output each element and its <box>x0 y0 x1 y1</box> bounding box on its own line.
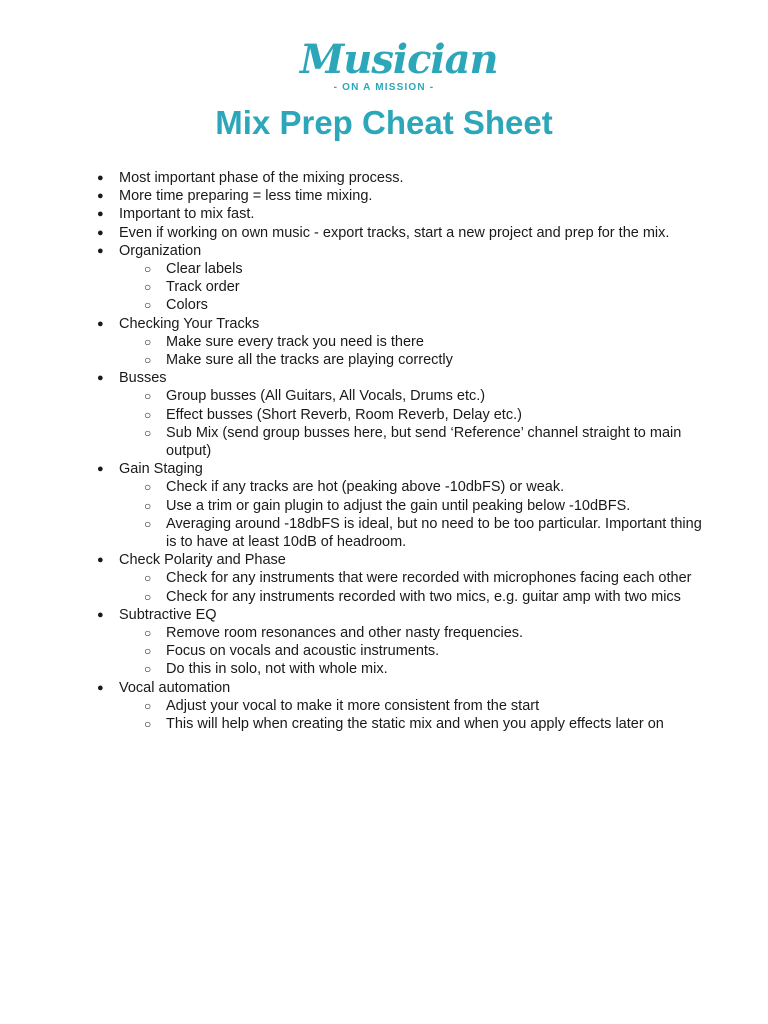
list-item-text: Subtractive EQ <box>119 606 217 623</box>
sub-list-item-text: Colors <box>166 297 208 314</box>
list-item <box>94 187 704 205</box>
hollow-bullet-icon: ○ <box>144 717 152 732</box>
sub-list-item <box>140 424 704 460</box>
sub-list-item <box>140 515 704 551</box>
sub-list-item-text: Remove room resonances and other nasty frequencies. <box>166 625 524 642</box>
sub-list-item-text: Sub Mix (send group busses here, but send ‘Reference’ channel straight to main output) <box>166 424 682 460</box>
sub-list-item <box>140 478 704 496</box>
sub-list-item-text: Group busses (All Guitars, All Vocals, Drums etc.) <box>166 388 486 405</box>
hollow-bullet-icon: ○ <box>144 280 152 295</box>
sub-list-item-text: Use a trim or gain plugin to adjust the gain until peaking below -10dBFS. <box>166 497 631 514</box>
hollow-bullet-icon: ○ <box>144 571 152 586</box>
hollow-bullet-icon: ○ <box>144 516 152 531</box>
sub-list-item-text: Averaging around -18dbFS is ideal, but no need to be too particular. Important thing is to have at least 10dB of headroom. <box>166 515 702 551</box>
sub-list-item-text: Check for any instruments that were recorded with microphones facing each other <box>166 570 692 587</box>
filled-bullet-icon: ● <box>97 172 104 184</box>
list-item-text: Even if working on own music - export tracks, start a new project and prep for the mix. <box>119 224 670 241</box>
sub-list-item <box>140 660 704 678</box>
list-item-text: Important to mix fast. <box>119 206 255 223</box>
sub-list-item-text: This will help when creating the static mix and when you apply effects later on <box>166 716 664 733</box>
sub-list-item-text: Do this in solo, not with whole mix. <box>166 661 388 678</box>
sub-list-item-text: Track order <box>166 279 240 296</box>
hollow-bullet-icon: ○ <box>144 589 152 604</box>
sub-list-item <box>140 624 704 642</box>
hollow-bullet-icon: ○ <box>144 353 152 368</box>
sub-list-item <box>140 715 704 733</box>
filled-bullet-icon: ● <box>97 463 104 476</box>
page-title: Mix Prep Cheat Sheet <box>215 104 553 141</box>
list-item-text: Check Polarity and Phase <box>119 552 286 569</box>
filled-bullet-icon: ● <box>97 208 104 221</box>
list-item <box>94 205 704 223</box>
sub-list-item <box>140 406 704 424</box>
list-item-text: Checking Your Tracks <box>119 315 260 332</box>
sub-list-item <box>140 387 704 405</box>
list-item-text: Gain Staging <box>119 461 203 478</box>
hollow-bullet-icon: ○ <box>144 662 152 677</box>
sub-list <box>119 387 704 460</box>
sub-list <box>119 624 704 679</box>
bullet-list <box>94 169 704 733</box>
hollow-bullet-icon: ○ <box>144 425 152 440</box>
sub-list <box>119 260 704 315</box>
sub-list-item-text: Effect busses (Short Reverb, Room Reverb, Delay etc.) <box>166 406 522 423</box>
sub-list-item-text: Adjust your vocal to make it more consistent from the start <box>166 697 540 714</box>
sub-list-item <box>140 351 704 369</box>
sub-list-item-text: Clear labels <box>166 261 243 278</box>
filled-bullet-icon: ● <box>97 681 104 694</box>
sub-list <box>119 569 704 605</box>
hollow-bullet-icon: ○ <box>144 262 152 277</box>
list-item <box>94 242 704 315</box>
list-item <box>94 606 704 679</box>
list-item <box>94 169 704 187</box>
sub-list-item-text: Make sure all the tracks are playing correctly <box>166 352 453 369</box>
list-item <box>94 369 704 460</box>
list-item <box>94 315 704 370</box>
list-item <box>94 224 704 242</box>
list-item-text: Organization <box>119 242 202 259</box>
list-item-text: Most important phase of the mixing process. <box>119 170 404 186</box>
sub-list <box>119 697 704 733</box>
filled-bullet-icon: ● <box>97 317 104 330</box>
list-item-text: Vocal automation <box>119 679 231 696</box>
filled-bullet-icon: ● <box>97 226 104 239</box>
sub-list-item <box>140 497 704 515</box>
list-item-text: More time preparing = less time mixing. <box>119 188 373 205</box>
filled-bullet-icon: ● <box>97 554 104 567</box>
sub-list-item-text: Check for any instruments recorded with two mics, e.g. guitar amp with two mics <box>166 588 681 605</box>
hollow-bullet-icon: ○ <box>144 298 152 313</box>
filled-bullet-icon: ● <box>97 608 104 621</box>
filled-bullet-icon: ● <box>97 244 104 257</box>
hollow-bullet-icon: ○ <box>144 626 152 641</box>
filled-bullet-icon: ● <box>97 190 104 203</box>
hollow-bullet-icon: ○ <box>144 334 152 349</box>
filled-bullet-icon: ● <box>97 372 104 385</box>
hollow-bullet-icon: ○ <box>144 480 152 495</box>
sub-list <box>119 478 704 551</box>
sub-list-item-text: Focus on vocals and acoustic instruments. <box>166 643 440 660</box>
sub-list-item <box>140 588 704 606</box>
sub-list <box>119 333 704 369</box>
musician-on-a-mission-logo <box>300 36 498 100</box>
sub-list-item <box>140 642 704 660</box>
hollow-bullet-icon: ○ <box>144 389 152 404</box>
sub-list-item <box>140 260 704 278</box>
list-item-text: Busses <box>119 370 167 387</box>
sub-list-item-text: Make sure every track you need is there <box>166 333 424 350</box>
logo-wordmark: Musician <box>300 36 498 83</box>
sub-list-item <box>140 278 704 296</box>
sub-list-item <box>140 333 704 351</box>
list-item <box>94 679 704 734</box>
logo-tagline: - ON A MISSION - <box>333 82 435 93</box>
list-item <box>94 460 704 551</box>
cheat-sheet-list <box>94 169 704 733</box>
sub-list-item <box>140 296 704 314</box>
sub-list-item <box>140 697 704 715</box>
list-item <box>94 551 704 606</box>
hollow-bullet-icon: ○ <box>144 407 152 422</box>
sub-list-item-text: Check if any tracks are hot (peaking above -10dbFS) or weak. <box>166 479 565 496</box>
sub-list-item <box>140 569 704 587</box>
hollow-bullet-icon: ○ <box>144 698 152 713</box>
hollow-bullet-icon: ○ <box>144 498 152 513</box>
hollow-bullet-icon: ○ <box>144 644 152 659</box>
